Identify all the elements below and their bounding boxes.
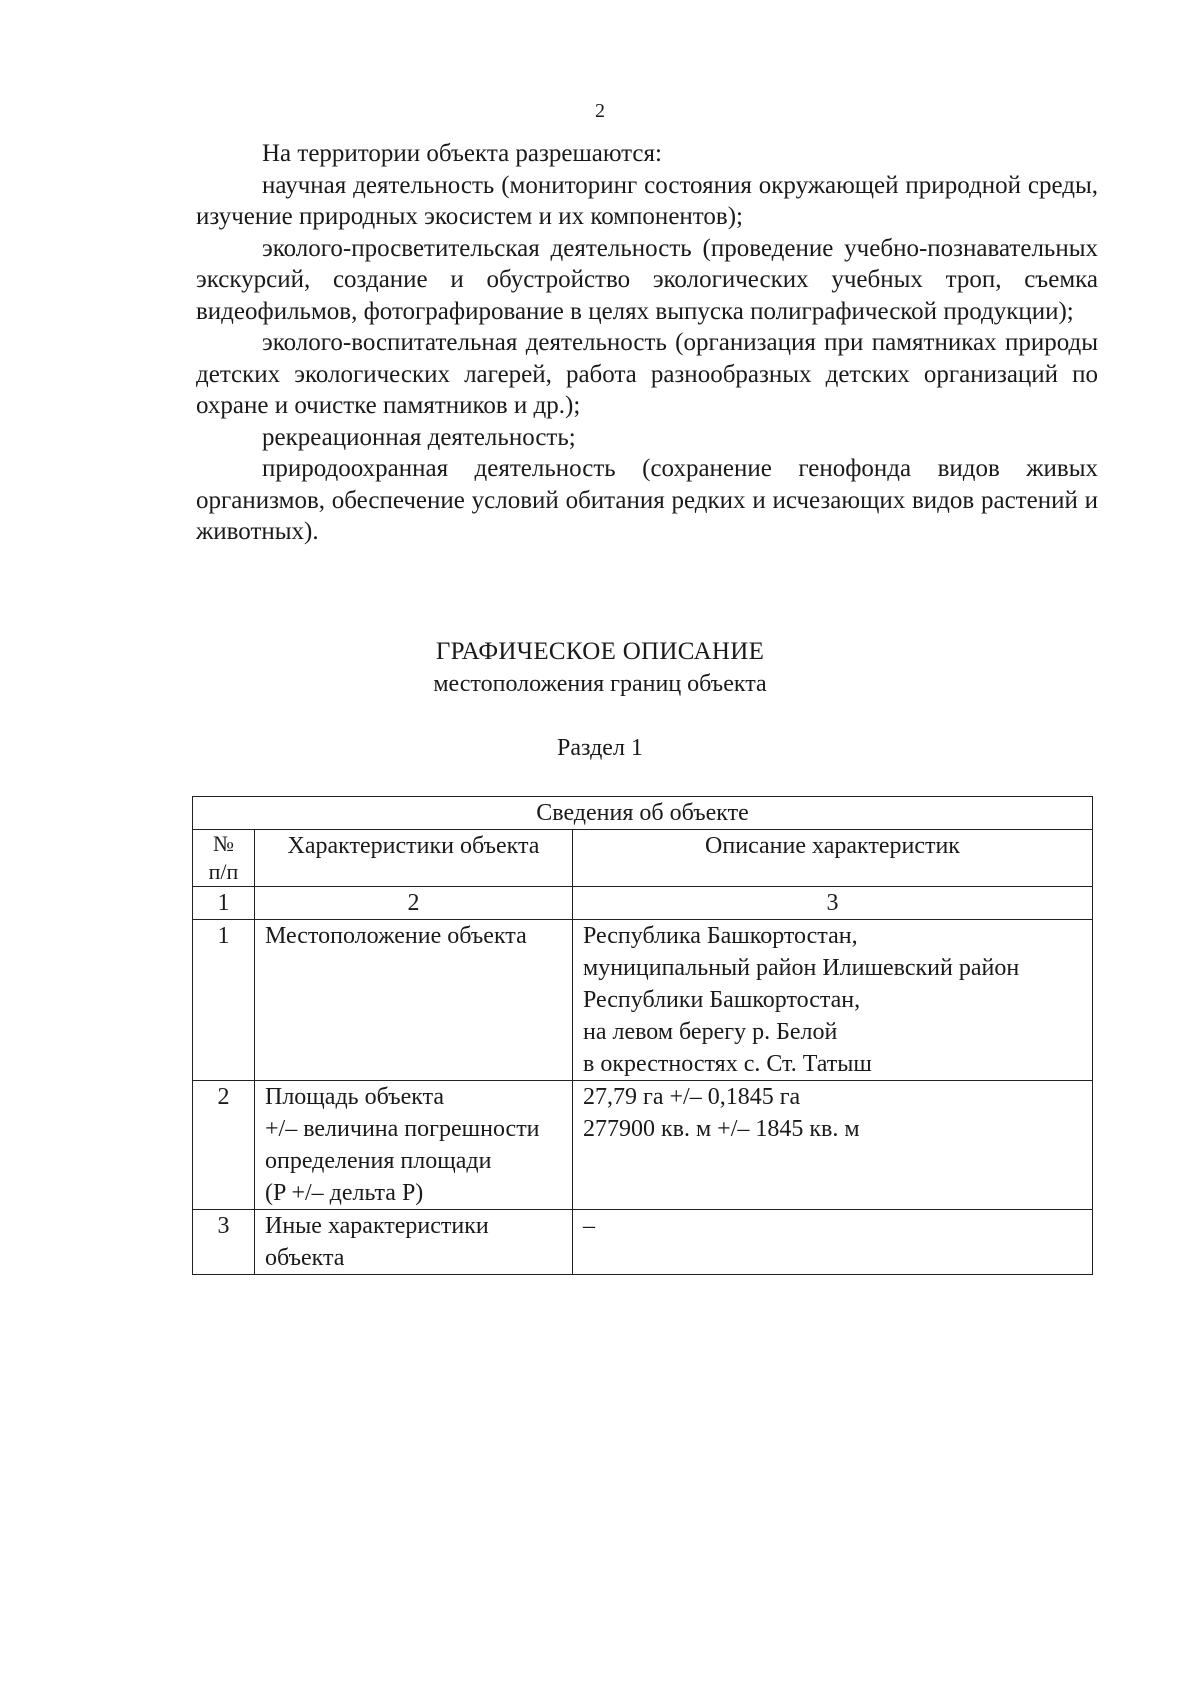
body-text bbox=[196, 138, 1098, 548]
table-caption: Сведения об объекте bbox=[193, 797, 1093, 830]
body-paragraph: эколого-воспитательная деятельность (организация при памятниках природы детских экологических лагерей, работа разнообразных детских организаций по охране и очистке памятников и др.); bbox=[196, 329, 1098, 419]
column-header-number: № п/п bbox=[193, 830, 255, 887]
row-number: 2 bbox=[193, 1081, 255, 1210]
heading-title: ГРАФИЧЕСКОЕ ОПИСАНИЕ bbox=[435, 638, 765, 665]
column-header-characteristic: Характеристики объекта bbox=[255, 830, 573, 887]
section-label: Раздел 1 bbox=[557, 735, 643, 761]
row-description: Республика Башкортостан, муниципальный район Илишевский район Республики Башкортостан, на левом берегу р. Белой в окрестностях с. Ст. Татыш bbox=[573, 920, 1093, 1081]
row-description: 27,79 га +/– 0,1845 га 277900 кв. м +/– 1845 кв. м bbox=[573, 1081, 1093, 1210]
row-description: – bbox=[573, 1210, 1093, 1275]
table-caption-row bbox=[193, 797, 1093, 830]
body-paragraph: научная деятельность (мониторинг состояния окружающей природной среды, изучение природных экосистем и их компонентов); bbox=[196, 171, 1098, 230]
table-index-row bbox=[193, 887, 1093, 920]
table-row bbox=[193, 1210, 1093, 1275]
column-index: 3 bbox=[573, 887, 1093, 920]
object-info-table bbox=[192, 796, 1093, 1275]
table-header-row bbox=[193, 830, 1093, 887]
row-characteristic: Местоположение объекта bbox=[255, 920, 573, 1081]
row-characteristic: Площадь объекта +/– величина погрешности определения площади (P +/– дельта P) bbox=[255, 1081, 573, 1210]
row-number: 1 bbox=[193, 920, 255, 1081]
body-paragraph: эколого-просветительская деятельность (проведение учебно-познавательных экскурсий, создание и обустройство экологических учебных троп, съемка видеофильмов, фотографирование в целях выпуска полиграфической продукции); bbox=[196, 234, 1098, 325]
heading-block bbox=[0, 636, 1200, 700]
column-index: 2 bbox=[255, 887, 573, 920]
row-characteristic: Иные характеристики объекта bbox=[255, 1210, 573, 1275]
page-number: 2 bbox=[595, 100, 605, 122]
table-row bbox=[193, 920, 1093, 1081]
body-paragraph: природоохранная деятельность (сохранение генофонда видов живых организмов, обеспечение условий обитания редких и исчезающих видов растений и животных). bbox=[196, 455, 1098, 545]
table-row bbox=[193, 1081, 1093, 1210]
row-number: 3 bbox=[193, 1210, 255, 1275]
heading-subtitle: местоположения границ объекта bbox=[433, 671, 767, 697]
body-paragraph: рекреационная деятельность; bbox=[262, 423, 576, 451]
body-paragraph: На территории объекта разрешаются: bbox=[262, 140, 662, 167]
column-header-description: Описание характеристик bbox=[573, 830, 1093, 887]
column-index: 1 bbox=[193, 887, 255, 920]
